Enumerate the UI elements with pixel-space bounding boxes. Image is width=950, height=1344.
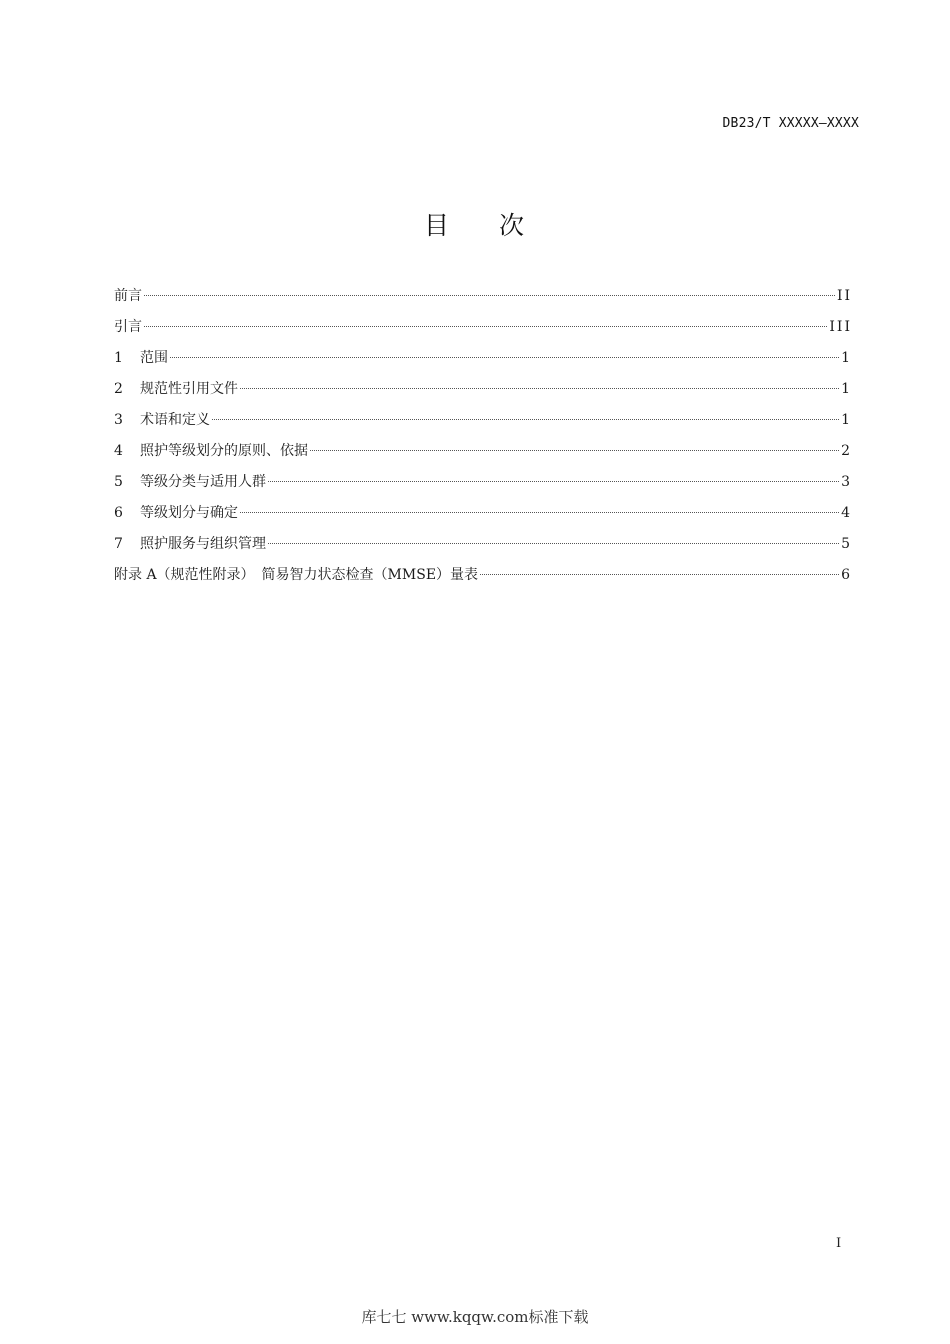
toc-title-char-2: 次 bbox=[499, 211, 527, 240]
toc-entry-appendix-a[interactable] bbox=[114, 565, 850, 596]
toc-entry-page: 2 bbox=[841, 443, 852, 459]
toc-entry-label: 照护服务与组织管理 bbox=[140, 536, 266, 552]
toc-dot-leader bbox=[212, 419, 839, 420]
toc-entry-number: 6 bbox=[114, 505, 123, 521]
toc-dot-leader bbox=[144, 326, 827, 327]
page-number: I bbox=[836, 1236, 842, 1251]
toc-entry-number: 1 bbox=[114, 350, 123, 366]
toc-entry-scope[interactable] bbox=[114, 348, 850, 379]
toc-dot-leader bbox=[310, 450, 839, 451]
toc-entry-label: 照护等级划分的原则、依据 bbox=[140, 443, 308, 459]
toc-entry-number: 5 bbox=[114, 474, 123, 490]
toc-entry-label: 等级划分与确定 bbox=[140, 505, 238, 521]
toc-entry-services[interactable] bbox=[114, 534, 850, 565]
toc-entry-number: 4 bbox=[114, 443, 123, 459]
toc-entry-page: 3 bbox=[841, 474, 852, 490]
toc-title-char-1: 目 bbox=[423, 211, 451, 240]
toc-entry-classification[interactable] bbox=[114, 472, 850, 503]
toc-entry-foreword[interactable] bbox=[114, 286, 850, 317]
toc-dot-leader bbox=[480, 574, 839, 575]
toc-entry-page: 5 bbox=[841, 536, 852, 552]
toc-dot-leader bbox=[240, 512, 839, 513]
toc-entry-normative-references[interactable] bbox=[114, 379, 850, 410]
toc-entry-page: 1 bbox=[841, 412, 852, 428]
toc-list bbox=[114, 286, 850, 596]
toc-entry-number: 2 bbox=[114, 381, 123, 397]
toc-dot-leader bbox=[144, 295, 835, 296]
toc-entry-label: 等级分类与适用人群 bbox=[140, 474, 266, 490]
toc-entry-number: 7 bbox=[114, 536, 123, 552]
toc-entry-page: II bbox=[836, 288, 852, 304]
toc-entry-page: 4 bbox=[841, 505, 852, 521]
toc-dot-leader bbox=[268, 481, 839, 482]
toc-entry-number: 3 bbox=[114, 412, 123, 428]
toc-entry-label: 范围 bbox=[140, 350, 168, 366]
footer-watermark: 库七七 www.kqqw.com标准下载 bbox=[361, 1308, 589, 1326]
toc-entry-label: 附录 A（规范性附录） 简易智力状态检查（MMSE）量表 bbox=[114, 567, 479, 583]
toc-entry-label: 前言 bbox=[114, 288, 142, 304]
toc-entry-page: 6 bbox=[841, 567, 852, 583]
toc-entry-page: 1 bbox=[841, 381, 852, 397]
toc-entry-terms-definitions[interactable] bbox=[114, 410, 850, 441]
toc-dot-leader bbox=[240, 388, 839, 389]
toc-entry-label: 术语和定义 bbox=[140, 412, 210, 428]
toc-entry-page: 1 bbox=[841, 350, 852, 366]
toc-entry-principles[interactable] bbox=[114, 441, 850, 472]
toc-title bbox=[0, 206, 950, 242]
toc-entry-label: 规范性引用文件 bbox=[140, 381, 238, 397]
toc-dot-leader bbox=[170, 357, 839, 358]
toc-dot-leader bbox=[268, 543, 839, 544]
toc-entry-page: III bbox=[829, 319, 852, 335]
toc-entry-grading[interactable] bbox=[114, 503, 850, 534]
toc-entry-label: 引言 bbox=[114, 319, 142, 335]
document-code: DB23/T XXXXX—XXXX bbox=[722, 116, 859, 131]
toc-entry-introduction[interactable] bbox=[114, 317, 850, 348]
